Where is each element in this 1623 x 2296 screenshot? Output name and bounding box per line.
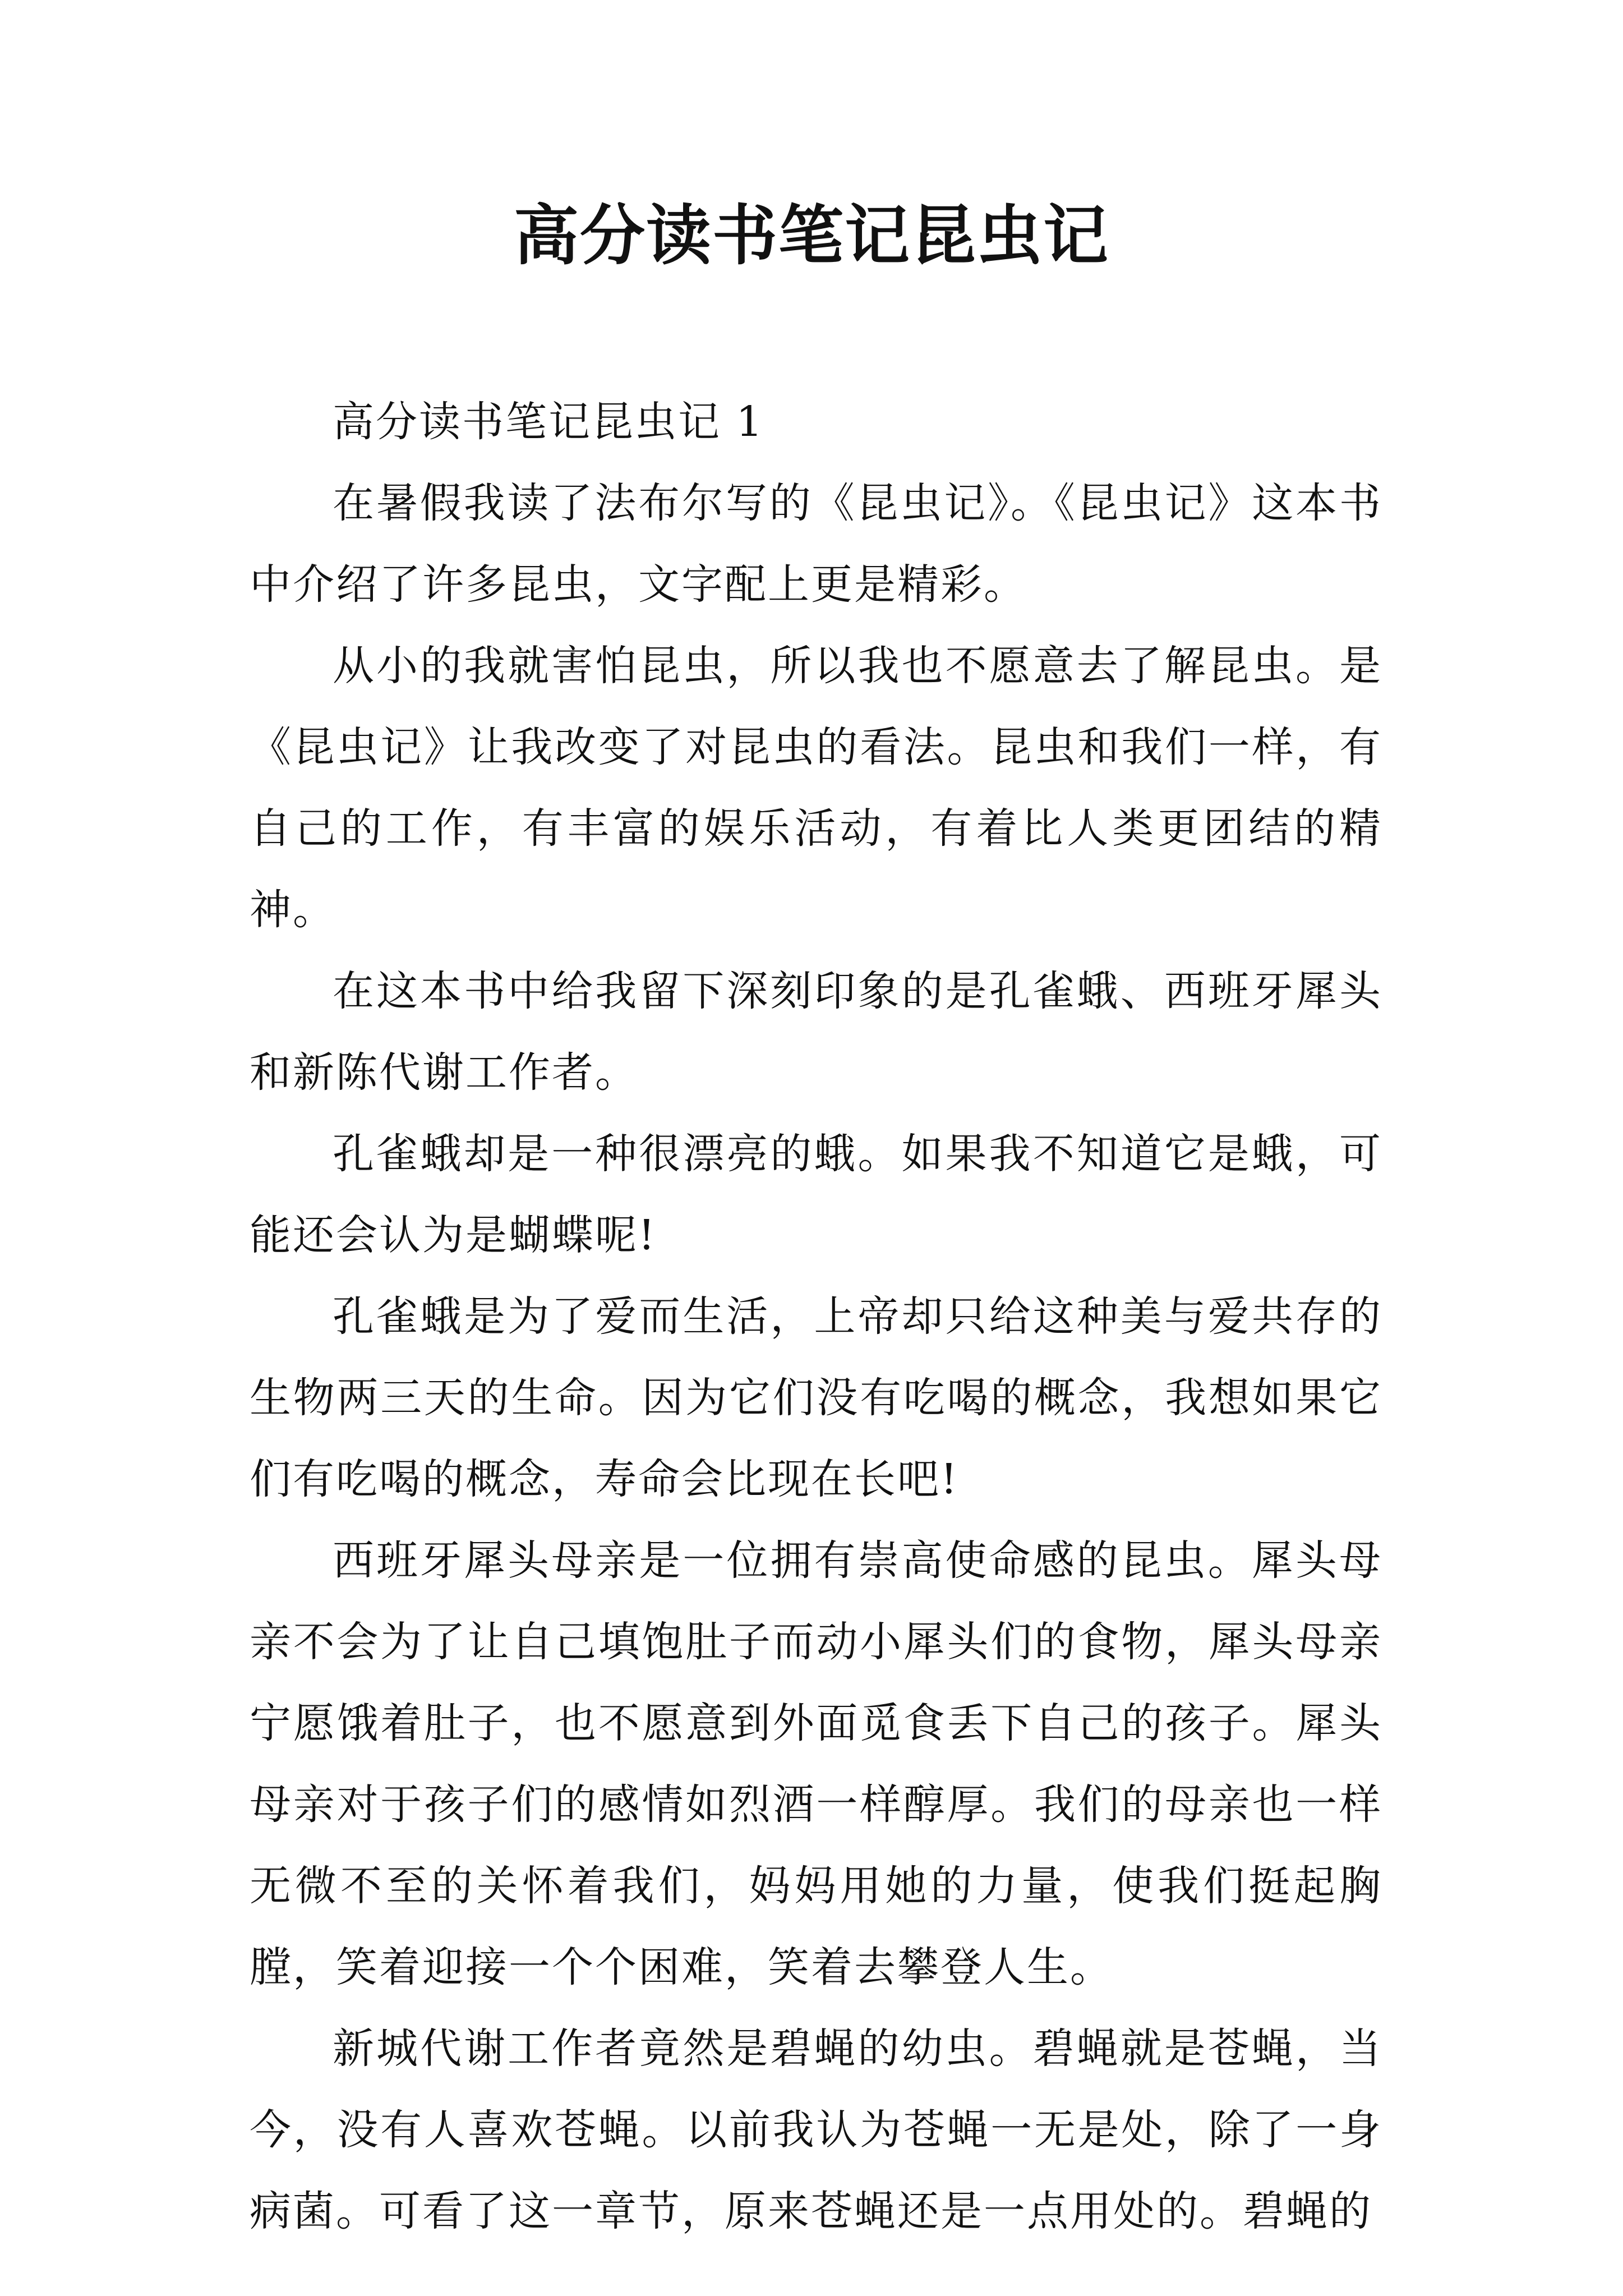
document-body [250,381,1382,2252]
paragraph: 在这本书中给我留下深刻印象的是孔雀蛾、西班牙犀头和新陈代谢工作者。 [250,967,1382,1097]
paragraph: 孔雀蛾是为了爱而生活，上帝却只给这种美与爱共存的生物两三天的生命。因为它们没有吃喝的概念，我想如果它们有吃喝的概念，寿命会比现在长吧! [250,1292,1382,1503]
document-title: 高分读书笔记昆虫记 [514,197,1109,274]
paragraph: 从小的我就害怕昆虫，所以我也不愿意去了解昆虫。是《昆虫记》让我改变了对昆虫的看法。昆虫和我们一样，有自己的工作，有丰富的娱乐活动，有着比人类更团结的精神。 [250,642,1382,934]
paragraph: 新城代谢工作者竟然是碧蝇的幼虫。碧蝇就是苍蝇，当今，没有人喜欢苍蝇。以前我认为苍蝇一无是处，除了一身病菌。可看了这一章节，原来苍蝇还是一点用处的。碧蝇的 [250,2024,1382,2235]
paragraph: 孔雀蛾却是一种很漂亮的蛾。如果我不知道它是蛾，可能还会认为是蝴蝶呢! [250,1130,1382,1259]
section-heading: 高分读书笔记昆虫记 1 [333,398,764,446]
paragraph: 西班牙犀头母亲是一位拥有崇高使命感的昆虫。犀头母亲不会为了让自己填饱肚子而动小犀头们的食物，犀头母亲宁愿饿着肚子，也不愿意到外面觅食丢下自己的孩子。犀头母亲对于孩子们的感情如烈酒一样醇厚。我们的母亲也一样无微不至的关怀着我们，妈妈用她的力量，使我们挺起胸膛，笑着迎接一个个困难，笑着去攀登人生。 [250,1536,1382,1991]
paragraph: 在暑假我读了法布尔写的《昆虫记》。《昆虫记》这本书中介绍了许多昆虫，文字配上更是精彩。 [250,479,1382,609]
